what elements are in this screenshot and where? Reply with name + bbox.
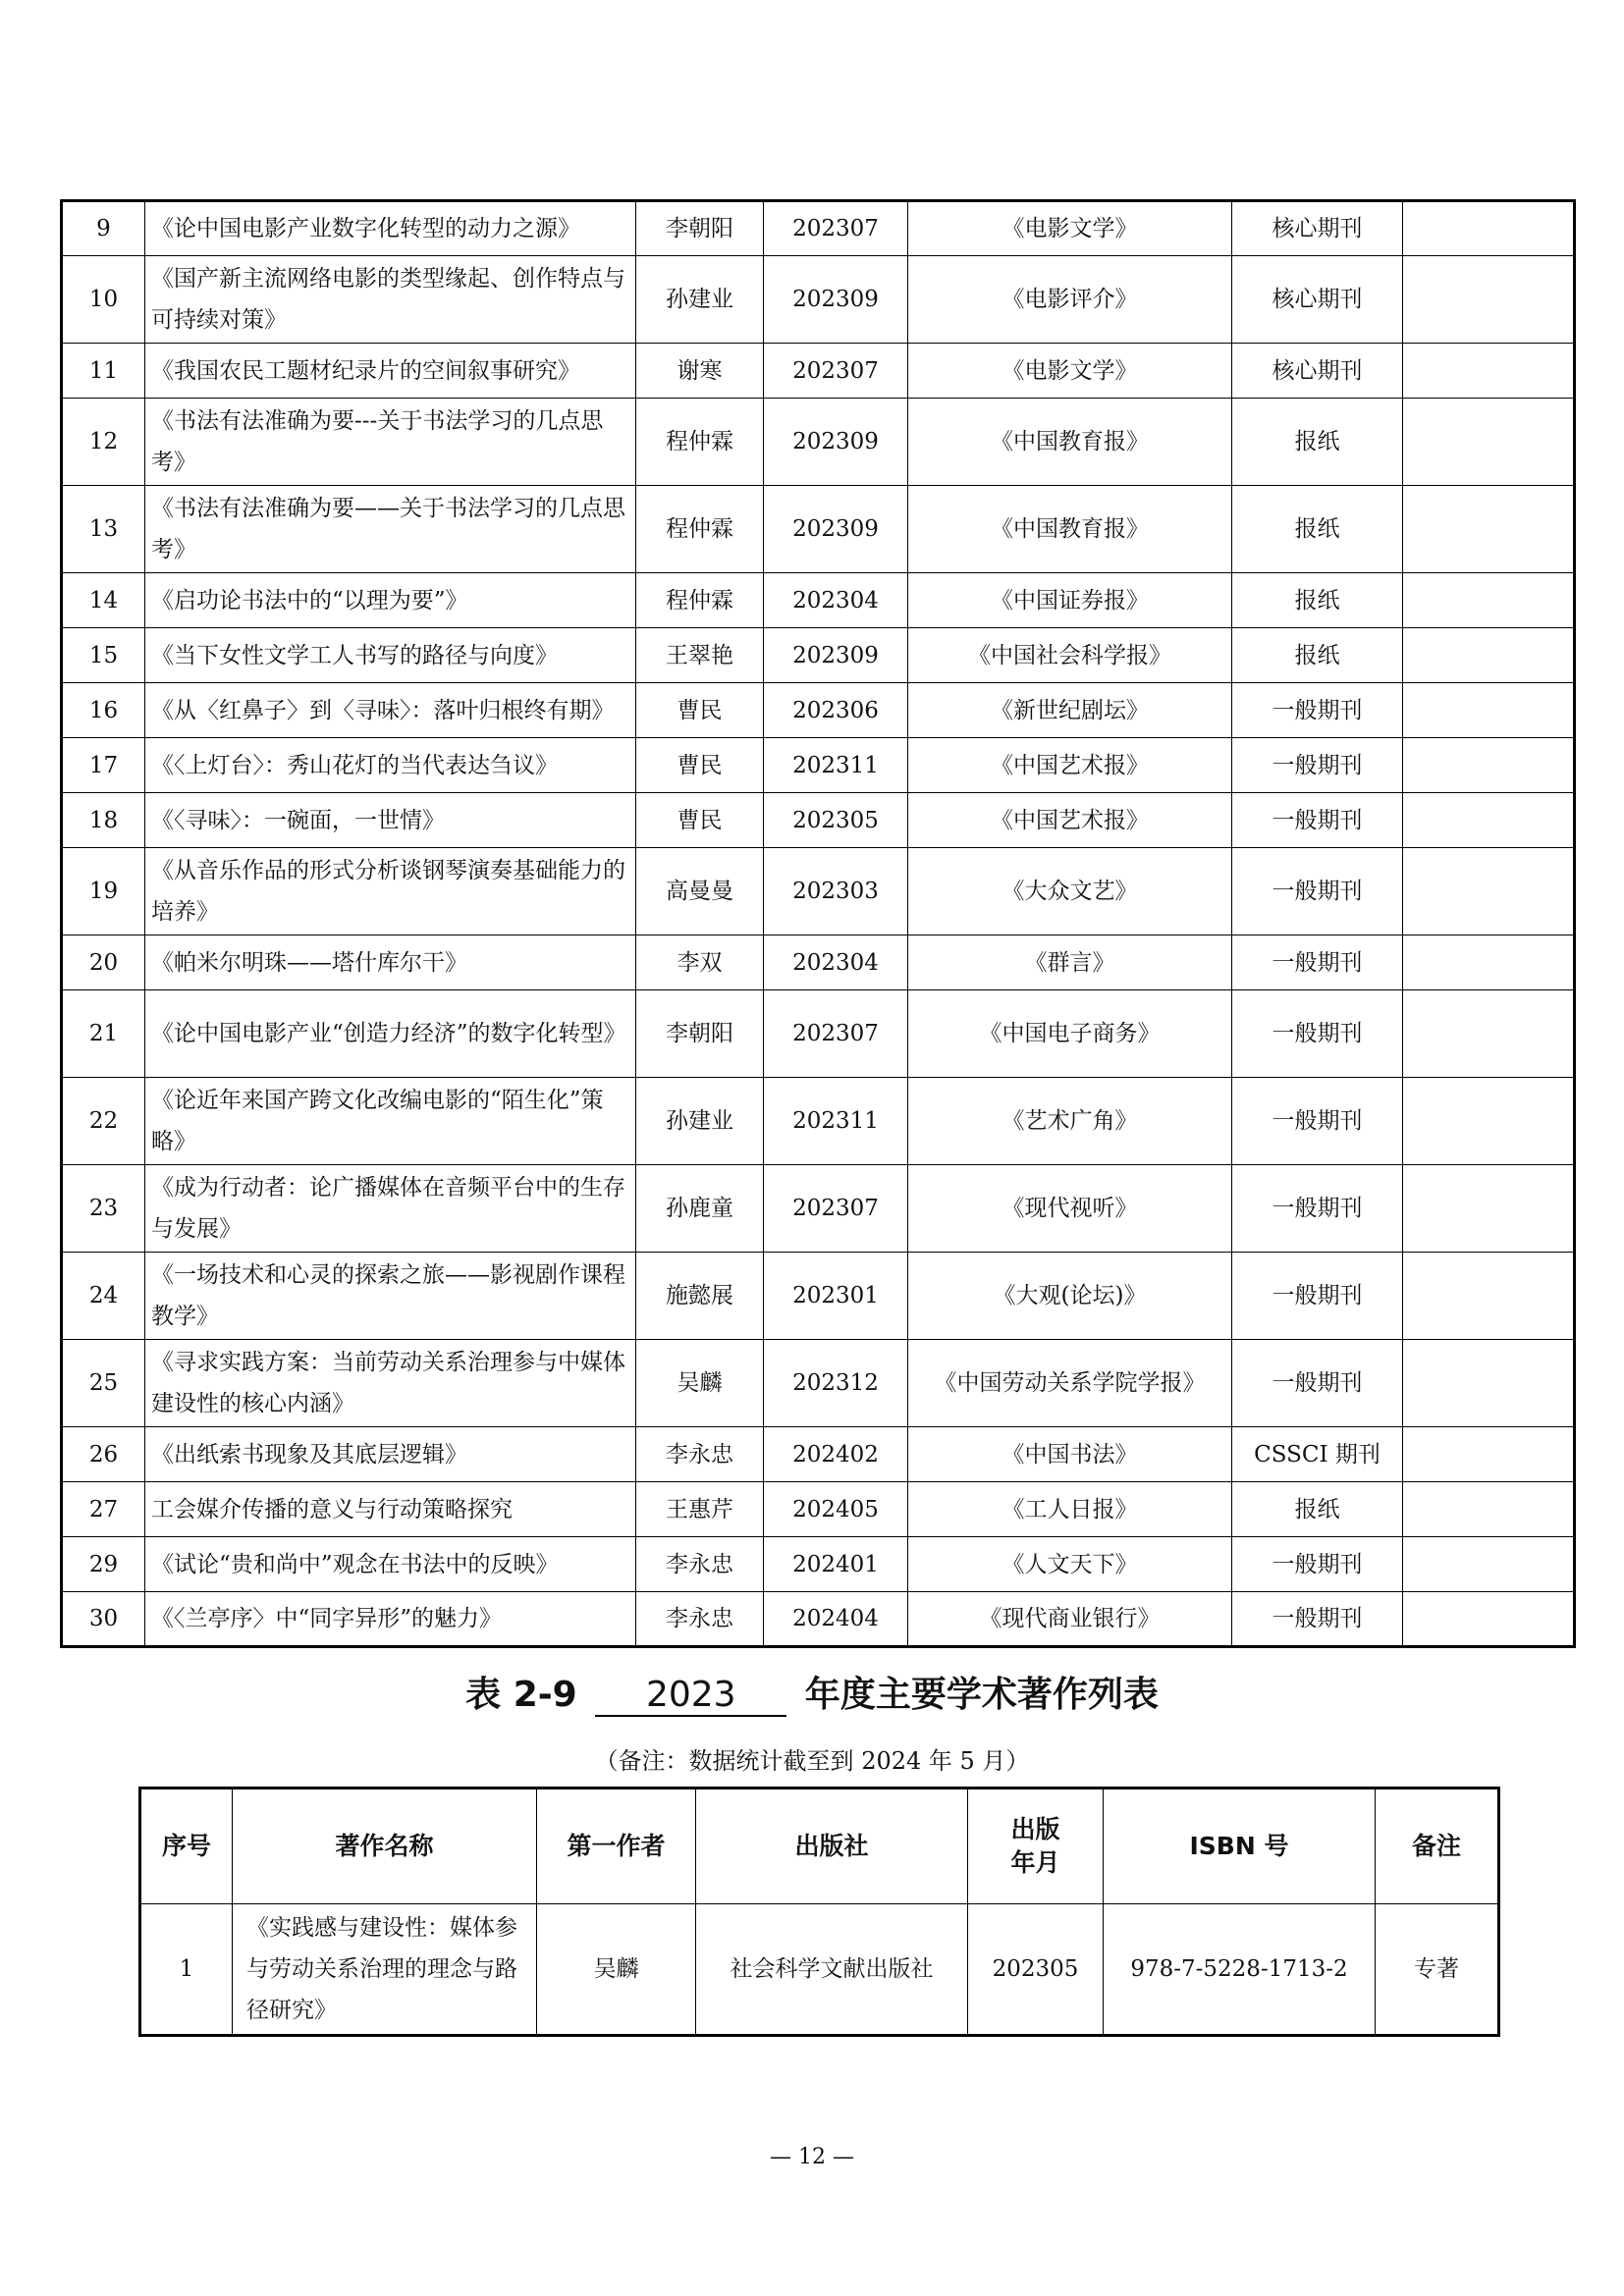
paper-note xyxy=(1403,990,1575,1078)
paper-title: 《论近年来国产跨文化改编电影的“陌生化”策略》 xyxy=(145,1078,636,1165)
paper-note xyxy=(1403,1253,1575,1340)
paper-author: 程仲霖 xyxy=(636,399,764,486)
table-row xyxy=(62,935,1575,990)
table-row xyxy=(62,256,1575,344)
paper-author: 程仲霖 xyxy=(636,486,764,573)
paper-note xyxy=(1403,848,1575,935)
row-number: 17 xyxy=(62,738,145,793)
row-number: 20 xyxy=(62,935,145,990)
paper-type: 一般期刊 xyxy=(1232,1253,1403,1340)
paper-note xyxy=(1403,793,1575,848)
paper-author: 孙鹿童 xyxy=(636,1165,764,1253)
paper-date: 202307 xyxy=(764,344,908,399)
paper-author: 施懿展 xyxy=(636,1253,764,1340)
paper-title: 《出纸索书现象及其底层逻辑》 xyxy=(145,1427,636,1482)
paper-date: 202304 xyxy=(764,573,908,628)
paper-date: 202303 xyxy=(764,848,908,935)
paper-note xyxy=(1403,344,1575,399)
paper-date: 202307 xyxy=(764,990,908,1078)
caption-note: （备注：数据统计截至到 2024 年 5 月） xyxy=(594,1747,1030,1775)
paper-venue: 《现代商业银行》 xyxy=(908,1592,1232,1647)
paper-author: 李永忠 xyxy=(636,1537,764,1592)
paper-date: 202301 xyxy=(764,1253,908,1340)
row-number: 15 xyxy=(62,628,145,683)
paper-type: CSSCI 期刊 xyxy=(1232,1427,1403,1482)
paper-author: 李双 xyxy=(636,935,764,990)
paper-date: 202405 xyxy=(764,1482,908,1537)
paper-note xyxy=(1403,935,1575,990)
paper-type: 一般期刊 xyxy=(1232,1078,1403,1165)
table-row xyxy=(62,848,1575,935)
row-number: 16 xyxy=(62,683,145,738)
paper-venue: 《人文天下》 xyxy=(908,1537,1232,1592)
table-row xyxy=(62,628,1575,683)
paper-author: 孙建业 xyxy=(636,256,764,344)
paper-note xyxy=(1403,1078,1575,1165)
table-row xyxy=(62,1253,1575,1340)
table-row xyxy=(62,990,1575,1078)
paper-date: 202309 xyxy=(764,628,908,683)
row-number: 19 xyxy=(62,848,145,935)
paper-author: 王翠艳 xyxy=(636,628,764,683)
paper-note xyxy=(1403,1537,1575,1592)
paper-venue: 《现代视听》 xyxy=(908,1165,1232,1253)
paper-venue: 《中国书法》 xyxy=(908,1427,1232,1482)
paper-venue: 《大观(论坛)》 xyxy=(908,1253,1232,1340)
paper-venue: 《大众文艺》 xyxy=(908,848,1232,935)
paper-title: 《论中国电影产业“创造力经济”的数字化转型》 xyxy=(145,990,636,1078)
paper-title: 《书法有法准确为要——关于书法学习的几点思考》 xyxy=(145,486,636,573)
paper-venue: 《中国电子商务》 xyxy=(908,990,1232,1078)
paper-title: 《寻求实践方案：当前劳动关系治理参与中媒体建设性的核心内涵》 xyxy=(145,1340,636,1427)
paper-type: 一般期刊 xyxy=(1232,935,1403,990)
paper-title: 工会媒介传播的意义与行动策略探究 xyxy=(145,1482,636,1537)
paper-venue: 《中国艺术报》 xyxy=(908,793,1232,848)
paper-type: 一般期刊 xyxy=(1232,1165,1403,1253)
table-row xyxy=(62,201,1575,256)
paper-date: 202309 xyxy=(764,486,908,573)
paper-author: 李永忠 xyxy=(636,1427,764,1482)
paper-author: 程仲霖 xyxy=(636,573,764,628)
paper-note xyxy=(1403,399,1575,486)
paper-date: 202307 xyxy=(764,201,908,256)
books-table xyxy=(138,1787,1500,2037)
paper-type: 一般期刊 xyxy=(1232,793,1403,848)
book-author: 吴麟 xyxy=(537,1904,696,2036)
paper-title: 《从〈红鼻子〉到〈寻味〉：落叶归根终有期》 xyxy=(145,683,636,738)
caption-suffix: 年度主要学术著作列表 xyxy=(804,1675,1159,1715)
header-publisher: 出版社 xyxy=(696,1789,968,1904)
paper-author: 李朝阳 xyxy=(636,990,764,1078)
paper-type: 一般期刊 xyxy=(1232,1340,1403,1427)
paper-type: 报纸 xyxy=(1232,573,1403,628)
header-no: 序号 xyxy=(140,1789,233,1904)
book-publisher: 社会科学文献出版社 xyxy=(696,1904,968,2036)
paper-note xyxy=(1403,201,1575,256)
header-note: 备注 xyxy=(1376,1789,1499,1904)
page-number: — 12 — xyxy=(770,2145,854,2169)
paper-author: 孙建业 xyxy=(636,1078,764,1165)
paper-venue: 《工人日报》 xyxy=(908,1482,1232,1537)
table-row xyxy=(62,1340,1575,1427)
table-row xyxy=(62,399,1575,486)
papers-table-body xyxy=(62,201,1575,1647)
row-number: 10 xyxy=(62,256,145,344)
paper-type: 报纸 xyxy=(1232,399,1403,486)
header-title: 著作名称 xyxy=(233,1789,537,1904)
table-row xyxy=(62,1592,1575,1647)
paper-type: 报纸 xyxy=(1232,486,1403,573)
row-number: 13 xyxy=(62,486,145,573)
paper-date: 202401 xyxy=(764,1537,908,1592)
paper-title: 《〈上灯台〉：秀山花灯的当代表达刍议》 xyxy=(145,738,636,793)
paper-date: 202402 xyxy=(764,1427,908,1482)
paper-title: 《从音乐作品的形式分析谈钢琴演奏基础能力的培养》 xyxy=(145,848,636,935)
row-number: 9 xyxy=(62,201,145,256)
paper-date: 202307 xyxy=(764,1165,908,1253)
paper-venue: 《电影文学》 xyxy=(908,201,1232,256)
table-row xyxy=(62,1165,1575,1253)
row-number: 26 xyxy=(62,1427,145,1482)
paper-date: 202404 xyxy=(764,1592,908,1647)
paper-date: 202309 xyxy=(764,399,908,486)
paper-venue: 《艺术广角》 xyxy=(908,1078,1232,1165)
paper-author: 曹民 xyxy=(636,793,764,848)
paper-author: 曹民 xyxy=(636,738,764,793)
paper-author: 王惠芹 xyxy=(636,1482,764,1537)
paper-date: 202311 xyxy=(764,738,908,793)
paper-title: 《当下女性文学工人书写的路径与向度》 xyxy=(145,628,636,683)
header-isbn: ISBN 号 xyxy=(1104,1789,1376,1904)
books-table-caption xyxy=(0,1671,1624,1720)
book-title: 《实践感与建设性：媒体参与劳动关系治理的理念与路径研究》 xyxy=(233,1904,537,2036)
paper-author: 谢寒 xyxy=(636,344,764,399)
paper-note xyxy=(1403,1427,1575,1482)
paper-title: 《试论“贵和尚中”观念在书法中的反映》 xyxy=(145,1537,636,1592)
paper-venue: 《中国教育报》 xyxy=(908,399,1232,486)
paper-type: 核心期刊 xyxy=(1232,201,1403,256)
book-date: 202305 xyxy=(968,1904,1104,2036)
paper-date: 202311 xyxy=(764,1078,908,1165)
paper-type: 一般期刊 xyxy=(1232,683,1403,738)
paper-note xyxy=(1403,256,1575,344)
table-row xyxy=(62,344,1575,399)
header-date-line1: 出版 xyxy=(1010,1815,1060,1843)
paper-type: 一般期刊 xyxy=(1232,990,1403,1078)
row-number: 25 xyxy=(62,1340,145,1427)
paper-title: 《〈兰亭序〉中“同字异形”的魅力》 xyxy=(145,1592,636,1647)
paper-note xyxy=(1403,738,1575,793)
paper-title: 《一场技术和心灵的探索之旅——影视剧作课程教学》 xyxy=(145,1253,636,1340)
paper-venue: 《电影文学》 xyxy=(908,344,1232,399)
paper-title: 《帕米尔明珠——塔什库尔干》 xyxy=(145,935,636,990)
paper-venue: 《电影评介》 xyxy=(908,256,1232,344)
table-row xyxy=(62,486,1575,573)
paper-venue: 《群言》 xyxy=(908,935,1232,990)
book-note: 专著 xyxy=(1376,1904,1499,2036)
paper-type: 一般期刊 xyxy=(1232,1592,1403,1647)
book-isbn: 978-7-5228-1713-2 xyxy=(1104,1904,1376,2036)
header-author: 第一作者 xyxy=(537,1789,696,1904)
row-number: 12 xyxy=(62,399,145,486)
paper-title: 《〈寻味〉：一碗面，一世情》 xyxy=(145,793,636,848)
row-number: 22 xyxy=(62,1078,145,1165)
paper-author: 高曼曼 xyxy=(636,848,764,935)
row-number: 27 xyxy=(62,1482,145,1537)
paper-venue: 《新世纪剧坛》 xyxy=(908,683,1232,738)
paper-author: 李永忠 xyxy=(636,1592,764,1647)
row-number: 30 xyxy=(62,1592,145,1647)
row-number: 14 xyxy=(62,573,145,628)
paper-author: 吴麟 xyxy=(636,1340,764,1427)
paper-note xyxy=(1403,1482,1575,1537)
paper-author: 李朝阳 xyxy=(636,201,764,256)
row-number: 18 xyxy=(62,793,145,848)
paper-type: 一般期刊 xyxy=(1232,848,1403,935)
paper-type: 报纸 xyxy=(1232,628,1403,683)
paper-date: 202312 xyxy=(764,1340,908,1427)
row-number: 21 xyxy=(62,990,145,1078)
paper-note xyxy=(1403,628,1575,683)
paper-note xyxy=(1403,683,1575,738)
books-header-row xyxy=(140,1789,1499,1904)
paper-venue: 《中国劳动关系学院学报》 xyxy=(908,1340,1232,1427)
paper-venue: 《中国证券报》 xyxy=(908,573,1232,628)
paper-date: 202306 xyxy=(764,683,908,738)
paper-type: 报纸 xyxy=(1232,1482,1403,1537)
paper-venue: 《中国艺术报》 xyxy=(908,738,1232,793)
paper-title: 《启功论书法中的“以理为要”》 xyxy=(145,573,636,628)
paper-type: 核心期刊 xyxy=(1232,256,1403,344)
paper-note xyxy=(1403,1165,1575,1253)
paper-title: 《国产新主流网络电影的类型缘起、创作特点与可持续对策》 xyxy=(145,256,636,344)
row-number: 29 xyxy=(62,1537,145,1592)
table-row xyxy=(62,1537,1575,1592)
paper-title: 《我国农民工题材纪录片的空间叙事研究》 xyxy=(145,344,636,399)
paper-venue: 《中国教育报》 xyxy=(908,486,1232,573)
row-number: 24 xyxy=(62,1253,145,1340)
paper-type: 核心期刊 xyxy=(1232,344,1403,399)
table-row xyxy=(62,573,1575,628)
paper-type: 一般期刊 xyxy=(1232,1537,1403,1592)
paper-type: 一般期刊 xyxy=(1232,738,1403,793)
table-row xyxy=(140,1904,1499,2036)
header-date-line2: 年月 xyxy=(1010,1848,1060,1877)
paper-date: 202304 xyxy=(764,935,908,990)
paper-note xyxy=(1403,1340,1575,1427)
table-row xyxy=(62,1482,1575,1537)
papers-table xyxy=(60,199,1576,1648)
paper-date: 202305 xyxy=(764,793,908,848)
paper-title: 《论中国电影产业数字化转型的动力之源》 xyxy=(145,201,636,256)
paper-venue: 《中国社会科学报》 xyxy=(908,628,1232,683)
caption-prefix: 表 2-9 xyxy=(465,1675,577,1715)
row-number: 11 xyxy=(62,344,145,399)
paper-note xyxy=(1403,573,1575,628)
book-number: 1 xyxy=(140,1904,233,2036)
paper-date: 202309 xyxy=(764,256,908,344)
paper-note xyxy=(1403,1592,1575,1647)
paper-title: 《书法有法准确为要---关于书法学习的几点思考》 xyxy=(145,399,636,486)
paper-title: 《成为行动者：论广播媒体在音频平台中的生存与发展》 xyxy=(145,1165,636,1253)
table-row xyxy=(62,683,1575,738)
table-row xyxy=(62,738,1575,793)
header-date xyxy=(968,1789,1104,1904)
table-row xyxy=(62,1078,1575,1165)
caption-year: 2023 xyxy=(595,1676,786,1717)
paper-note xyxy=(1403,486,1575,573)
paper-author: 曹民 xyxy=(636,683,764,738)
table-row xyxy=(62,1427,1575,1482)
table-row xyxy=(62,793,1575,848)
row-number: 23 xyxy=(62,1165,145,1253)
